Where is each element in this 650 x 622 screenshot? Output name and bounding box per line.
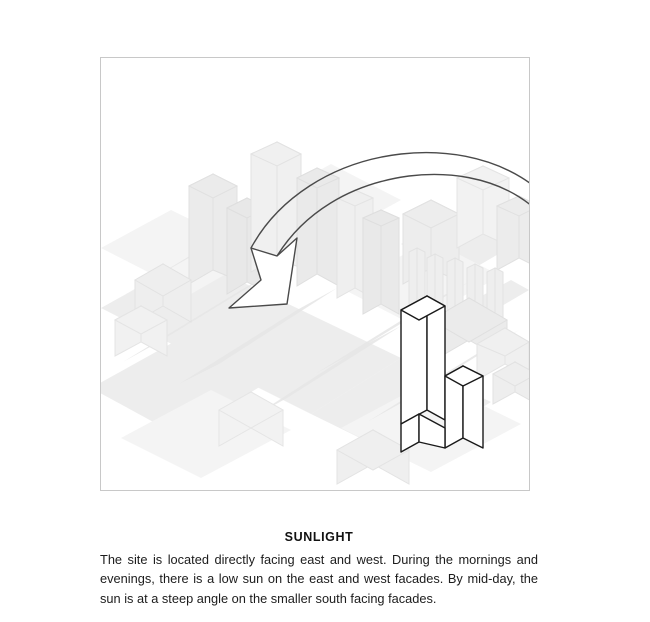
caption-title: SUNLIGHT (284, 530, 354, 544)
sunlight-diagram-frame (100, 57, 530, 491)
sunlight-diagram-canvas (101, 58, 529, 490)
caption-body: The site is located directly facing east and west. During the mornings and evenings, there is a low sun on the east and west facades. By mid-day, the sun is at a steep angle on the smaller south facing facades. (100, 552, 538, 606)
caption-block (100, 530, 538, 608)
